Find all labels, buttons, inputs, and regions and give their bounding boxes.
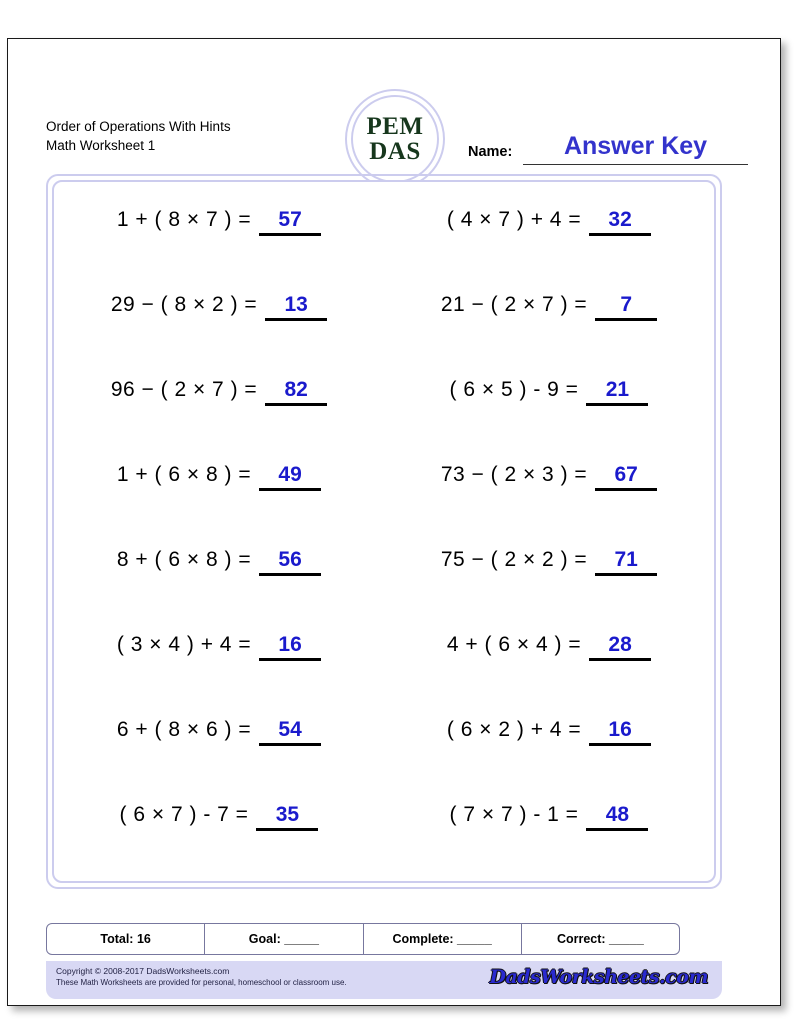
- problem-expression: ( 6 × 5 ) - 9 =: [449, 378, 579, 401]
- worksheet-page: [7, 38, 781, 1006]
- problem-cell: [384, 803, 714, 888]
- worksheet-header: [8, 39, 782, 179]
- problem-answer-blank[interactable]: 82: [265, 378, 327, 406]
- score-cell-total: Total: 16: [47, 924, 205, 954]
- problem-expression: 8 + ( 6 × 8 ) =: [116, 548, 252, 571]
- problem-answer-blank[interactable]: 32: [589, 208, 651, 236]
- problem-cell: [384, 208, 714, 293]
- problem-item: [117, 463, 321, 491]
- problem-cell: [384, 463, 714, 548]
- problem-answer-blank[interactable]: 35: [256, 803, 318, 831]
- problem-expression: ( 7 × 7 ) - 1 =: [449, 803, 579, 826]
- problem-item: [117, 718, 321, 746]
- problem-item: [447, 633, 651, 661]
- score-cell-complete[interactable]: Complete: _____: [364, 924, 522, 954]
- problem-expression: 4 + ( 6 × 4 ) =: [446, 633, 582, 656]
- problem-item: [447, 208, 651, 236]
- problem-item: [450, 803, 649, 831]
- problem-expression: 1 + ( 6 × 8 ) =: [116, 463, 252, 486]
- problem-expression: 21 − ( 2 × 7 ) =: [440, 293, 588, 316]
- problem-cell: [384, 293, 714, 378]
- score-cell-correct[interactable]: Correct: _____: [556, 932, 644, 946]
- problem-cell: [384, 718, 714, 803]
- problem-answer-blank[interactable]: 7: [595, 293, 657, 321]
- problem-expression: ( 6 × 7 ) - 7 =: [119, 803, 249, 826]
- problem-expression: ( 3 × 4 ) + 4 =: [116, 633, 252, 656]
- problem-cell: [384, 633, 714, 718]
- pemdas-line2: DAS: [369, 138, 421, 165]
- name-field-area: [468, 119, 748, 165]
- problem-answer-blank[interactable]: 67: [595, 463, 657, 491]
- problem-item: [120, 803, 319, 831]
- problem-expression: 1 + ( 8 × 7 ) =: [116, 208, 252, 231]
- problem-item: [441, 548, 657, 576]
- problem-answer-blank[interactable]: 21: [586, 378, 648, 406]
- problem-expression: 75 − ( 2 × 2 ) =: [440, 548, 588, 571]
- score-cell-goal[interactable]: Goal: _____: [205, 924, 363, 954]
- problem-cell: [54, 463, 384, 548]
- problem-answer-blank[interactable]: 49: [259, 463, 321, 491]
- problem-expression: 96 − ( 2 × 7 ) =: [110, 378, 258, 401]
- score-table: [46, 923, 680, 955]
- problem-answer-blank[interactable]: 48: [586, 803, 648, 831]
- answer-key-value: Answer Key: [563, 132, 708, 160]
- problem-item: [117, 633, 321, 661]
- problem-answer-blank[interactable]: 56: [259, 548, 321, 576]
- worksheet-title-line2: Math Worksheet 1: [46, 138, 156, 153]
- problem-cell: [54, 208, 384, 293]
- problem-cell: [54, 548, 384, 633]
- name-input-line[interactable]: [523, 125, 748, 165]
- problem-cell: [384, 378, 714, 463]
- problem-item: [117, 208, 321, 236]
- problem-grid: [54, 208, 714, 888]
- problem-answer-blank[interactable]: 16: [589, 718, 651, 746]
- problem-expression: 73 − ( 2 × 3 ) =: [440, 463, 588, 486]
- dadsworksheets-logo: DadsWorksheets.com: [489, 966, 708, 988]
- problem-item: [441, 293, 657, 321]
- problems-panel: [46, 174, 722, 889]
- problem-cell: [384, 548, 714, 633]
- problem-item: [111, 378, 327, 406]
- problem-expression: ( 4 × 7 ) + 4 =: [446, 208, 582, 231]
- problem-cell: [54, 378, 384, 463]
- problem-cell: [54, 718, 384, 803]
- problem-cell: [54, 293, 384, 378]
- worksheet-title-line1: Order of Operations With Hints: [46, 119, 231, 134]
- name-label: Name:: [468, 144, 513, 160]
- problem-expression: 6 + ( 8 × 6 ) =: [116, 718, 252, 741]
- problem-answer-blank[interactable]: 16: [259, 633, 321, 661]
- problem-item: [441, 463, 657, 491]
- footer-band: [46, 961, 722, 999]
- problem-answer-blank[interactable]: 57: [259, 208, 321, 236]
- problem-answer-blank[interactable]: 71: [595, 548, 657, 576]
- problem-expression: ( 6 × 2 ) + 4 =: [446, 718, 582, 741]
- problem-answer-blank[interactable]: 54: [259, 718, 321, 746]
- problem-item: [111, 293, 327, 321]
- problem-item: [447, 718, 651, 746]
- problem-cell: [54, 633, 384, 718]
- problem-item: [117, 548, 321, 576]
- problems-panel-inner: [52, 180, 716, 883]
- copyright-text: Copyright © 2008-2017 DadsWorksheets.com: [56, 966, 230, 976]
- problem-answer-blank[interactable]: 13: [265, 293, 327, 321]
- usage-text: These Math Worksheets are provided for personal, homeschool or classroom use.: [56, 978, 347, 987]
- problem-answer-blank[interactable]: 28: [589, 633, 651, 661]
- problem-expression: 29 − ( 8 × 2 ) =: [110, 293, 258, 316]
- problem-item: [450, 378, 649, 406]
- pemdas-line1: PEM: [366, 113, 424, 140]
- problem-cell: [54, 803, 384, 888]
